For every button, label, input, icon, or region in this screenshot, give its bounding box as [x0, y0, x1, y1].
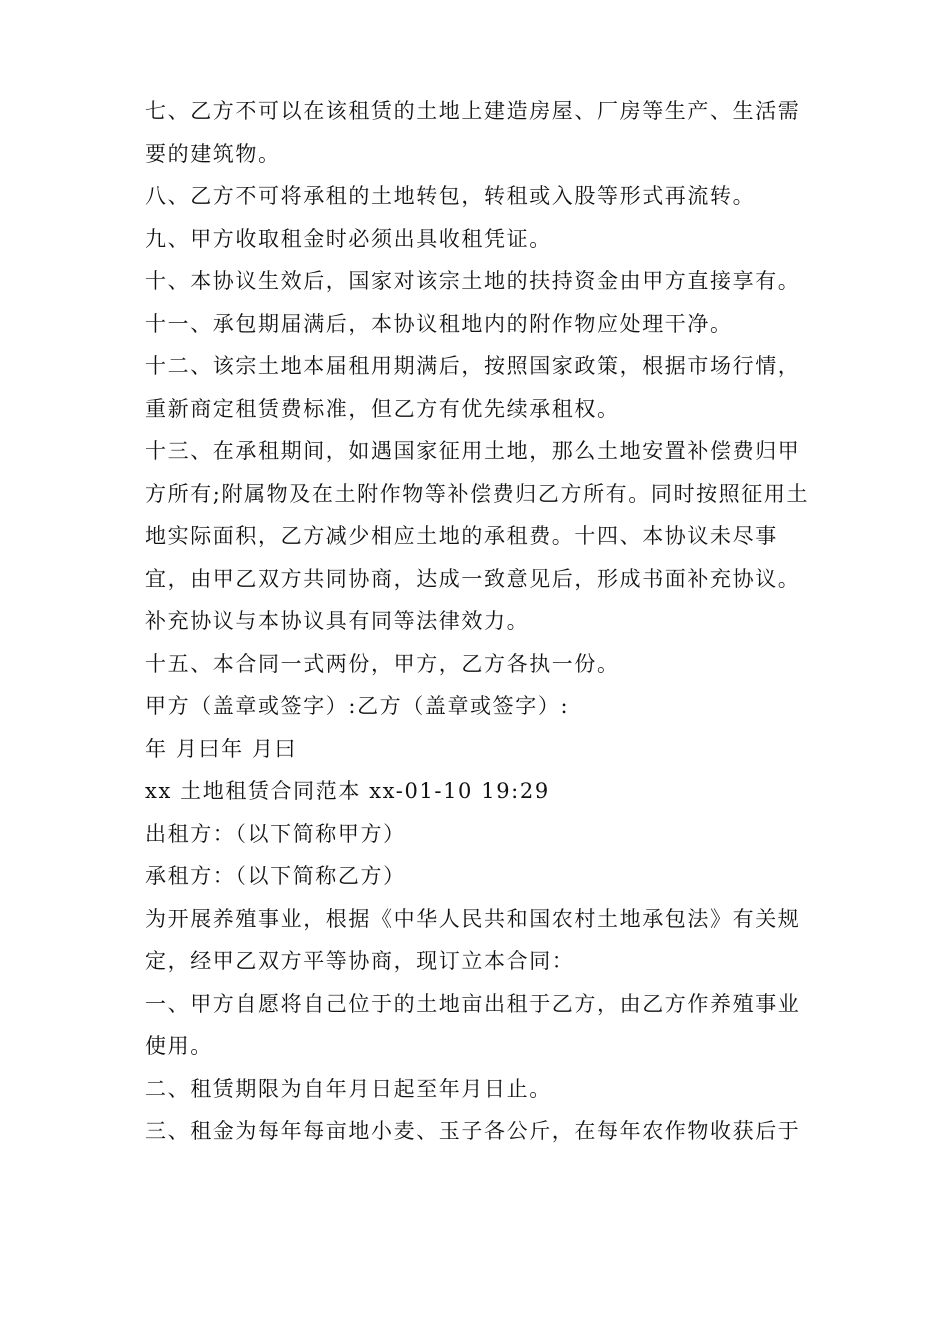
text-line: 九、甲方收取租金时必须出具收租凭证。 — [145, 226, 552, 251]
date-line: 年 月曰年 月曰 — [145, 736, 298, 761]
text-line: 七、乙方不可以在该租赁的土地上建造房屋、厂房等生产、生活需 — [145, 99, 801, 123]
text-line: 地实际面积，乙方减少相应土地的承租费。十四、本协议未尽事 — [145, 524, 778, 548]
text-line: 定，经甲乙双方平等协商，现订立本合同： — [145, 949, 575, 973]
document-title-line: xx 土地租赁合同范本 xx-01-10 19:29 — [145, 779, 550, 803]
text-line: 十、本协议生效后，国家对该宗土地的扶持资金由甲方直接享有。 — [145, 269, 801, 293]
lessor-line: 出租方：（以下简称甲方） — [145, 821, 406, 846]
signature-line: 甲方（盖章或签字）:乙方（盖章或签字）: — [145, 694, 570, 718]
text-line: 为开展养殖事业，根据《中华人民共和国农村土地承包法》有关规 — [145, 906, 801, 931]
text-line: 使用。 — [145, 1034, 213, 1058]
text-line: 八、乙方不可将承租的土地转包，转租或入股等形式再流转。 — [145, 184, 756, 208]
text-line: 补充协议与本协议具有同等法律效力。 — [145, 609, 530, 633]
text-line: 一、甲方自愿将自己位于的土地亩出租于乙方，由乙方作养殖事业 — [145, 991, 801, 1016]
text-line: 三、租金为每年每亩地小麦、玉子各公斤，在每年农作物收获后于 — [145, 1119, 801, 1143]
text-line: 十五、本合同一式两份，甲方，乙方各执一份。 — [145, 651, 620, 676]
text-line: 十二、该宗土地本届租用期满后，按照国家政策，根据市场行情， — [145, 354, 801, 378]
text-line: 十三、在承租期间，如遇国家征用土地，那么土地安置补偿费归甲 — [145, 439, 801, 463]
document-body — [145, 90, 825, 1153]
text-line: 要的建筑物。 — [145, 141, 281, 166]
text-line: 方所有;附属物及在土附作物等补偿费归乙方所有。同时按照征用土 — [145, 481, 810, 506]
lessee-line: 承租方：（以下简称乙方） — [145, 864, 406, 888]
text-line: 二、租赁期限为自年月日起至年月日止。 — [145, 1076, 552, 1101]
text-line: 重新商定租赁费标准，但乙方有优先续承租权。 — [145, 396, 620, 421]
text-line: 宜，由甲乙双方共同协商，达成一致意见后，形成书面补充协议。 — [145, 566, 801, 591]
text-line: 十一、承包期届满后，本协议租地内的附作物应处理干净。 — [145, 311, 733, 336]
